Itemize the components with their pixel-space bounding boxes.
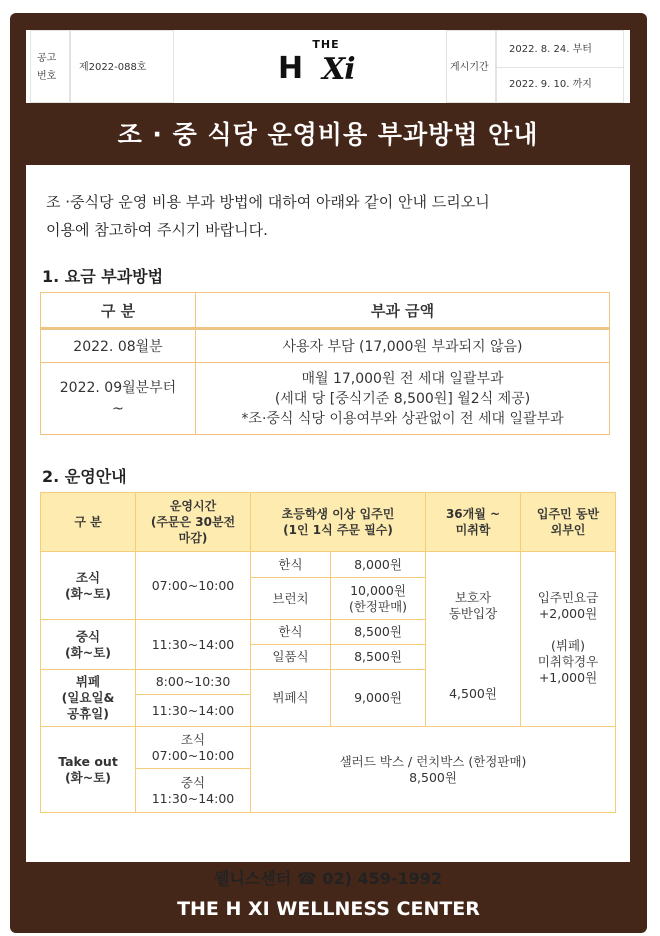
- buffet-label: 뷔페: [75, 674, 101, 689]
- logo-xi: Xi: [322, 52, 355, 87]
- fee-row1-amount: 사용자 부담 (17,000원 부과되지 않음): [196, 329, 610, 363]
- buffet-price: 9,000원: [331, 670, 426, 727]
- child-policy: [426, 552, 521, 727]
- posting-period-label-cell: [446, 30, 496, 103]
- the-h-xi-logo: [266, 36, 386, 96]
- contact-label: 웰니스센터: [213, 869, 292, 888]
- buffet-hours-2: 11:30~14:00: [136, 695, 251, 727]
- fee-row1-category: 2022. 08월분: [41, 329, 196, 363]
- takeout-days: (화~토): [64, 769, 112, 785]
- op-header-guest-line-1: 입주민 동반: [536, 507, 600, 521]
- notice-number: 제2022-088호: [79, 62, 147, 73]
- breakfast-korean: 한식: [251, 552, 331, 578]
- guest-policy-line-2: +2,000원: [538, 606, 598, 621]
- lunch-category: [41, 620, 136, 670]
- op-header-hours: [136, 493, 251, 552]
- takeout-breakfast-label: 조식: [180, 731, 206, 747]
- brunch-note: (한정판매): [348, 598, 408, 614]
- op-header-resident-line-1: 초등학생 이상 입주민: [281, 507, 395, 521]
- takeout-lunch: [136, 769, 251, 813]
- takeout-label: Take out: [58, 753, 118, 769]
- takeout-menu-text: 샐러드 박스 / 런치박스 (한정판매): [339, 753, 527, 769]
- breakfast-label: 조식: [75, 569, 101, 585]
- fee-row2-amount-line-2: (세대 당 [중식기준 8,500원] 월2식 제공): [274, 390, 531, 407]
- lunch-days: (화~토): [64, 644, 112, 660]
- op-header-hours-line-3: 마감): [178, 531, 208, 545]
- child-policy-line-1: 보호자: [454, 590, 492, 605]
- takeout-lunch-label: 중식: [180, 774, 206, 790]
- breakfast-hours: 07:00~10:00: [136, 552, 251, 620]
- section-1-heading: 1. 요금 부과방법: [42, 267, 164, 286]
- posting-period-cell: [496, 30, 624, 103]
- child-policy-line-2: 동반입장: [448, 606, 498, 621]
- guest-policy-line-1: 입주민요금: [537, 590, 599, 605]
- brunch-label: 브런치: [251, 578, 331, 620]
- notice-label-1: 공고: [37, 53, 57, 64]
- takeout-breakfast-hours: 07:00~10:00: [151, 747, 235, 763]
- section-2-heading: 2. 운영안내: [42, 467, 127, 486]
- period-start: 2022. 8. 24. 부터: [509, 44, 592, 55]
- lunch-single-price: 8,500원: [331, 645, 426, 670]
- lunch-single: 일품식: [251, 645, 331, 670]
- intro-line-2: 이용에 참고하여 주시기 바랍니다.: [46, 221, 268, 239]
- op-header-resident-line-2: (1인 1식 주문 필수): [283, 523, 393, 537]
- fee-row2-amount-line-3: *조·중식 식당 이용여부와 상관없이 전 세대 일괄부과: [241, 410, 564, 427]
- intro-text: [46, 188, 490, 244]
- op-header-child-line-1: 36개월 ~: [445, 507, 501, 521]
- guest-policy: [521, 552, 616, 727]
- footer-brand: THE H XI WELLNESS CENTER: [177, 898, 480, 920]
- page-title: 조 · 중 식당 운영비용 부과방법 안내: [117, 120, 539, 149]
- fee-row2-category-line-1: 2022. 09월분부터: [59, 379, 177, 396]
- notice-label-2: 번호: [37, 71, 57, 82]
- fee-header-category: 구 분: [41, 293, 196, 329]
- buffet-days-2: 공휴일): [67, 706, 109, 721]
- takeout-price: 8,500원: [409, 769, 457, 785]
- lunch-label: 중식: [75, 628, 101, 644]
- notice-header: [26, 30, 630, 103]
- intro-line-1: 조 ·중식당 운영 비용 부과 방법에 대하여 아래와 같이 안내 드리오니: [46, 193, 490, 211]
- posting-period-label: 게시기간: [450, 62, 489, 73]
- op-header-child: [426, 493, 521, 552]
- logo-h: H: [278, 51, 304, 86]
- op-header-hours-line-2: (주문은 30분전: [150, 515, 236, 529]
- notice-number-label-cell: [30, 30, 70, 103]
- op-header-resident: [251, 493, 426, 552]
- operation-table: [40, 492, 616, 813]
- op-header-category: 구 분: [41, 493, 136, 552]
- fee-row2-category: [41, 363, 196, 435]
- breakfast-korean-price: 8,000원: [331, 552, 426, 578]
- takeout-category: [41, 727, 136, 813]
- buffet-meal: 뷔페식: [251, 670, 331, 727]
- poster-content: [26, 30, 630, 888]
- breakfast-category: [41, 552, 136, 620]
- buffet-days-1: (일요일&: [61, 690, 115, 705]
- buffet-hours-1: 8:00~10:30: [136, 670, 251, 695]
- lunch-hours: 11:30~14:00: [136, 620, 251, 670]
- buffet-category: [41, 670, 136, 727]
- guest-policy-line-3: (뷔페): [551, 638, 585, 653]
- logo-the: THE: [312, 38, 340, 51]
- title-band: [26, 103, 630, 165]
- guest-policy-line-4: 미취학경우: [537, 654, 599, 669]
- takeout-lunch-hours: 11:30~14:00: [151, 790, 235, 806]
- op-header-guest: [521, 493, 616, 552]
- fee-table: [40, 292, 610, 435]
- op-header-hours-line-1: 운영시간: [169, 499, 217, 513]
- contact-line: [26, 866, 630, 889]
- fee-row2-amount-line-1: 매월 17,000원 전 세대 일괄부과: [301, 370, 504, 387]
- notice-number-cell: [70, 30, 174, 103]
- fee-row2-category-line-2: ~: [112, 400, 124, 417]
- takeout-breakfast: [136, 727, 251, 769]
- fee-header-amount: 부과 금액: [196, 293, 610, 329]
- fee-row2-amount: [196, 363, 610, 435]
- breakfast-days: (화~토): [64, 585, 112, 601]
- brunch-price: 10,000원: [350, 582, 406, 598]
- guest-policy-line-5: +1,000원: [538, 670, 598, 685]
- op-header-guest-line-2: 외부인: [550, 523, 586, 537]
- takeout-menu: [251, 727, 616, 813]
- phone-icon: ☎: [296, 869, 317, 888]
- brunch-price-cell: [331, 578, 426, 620]
- period-end: 2022. 9. 10. 까지: [509, 79, 592, 90]
- contact-phone[interactable]: 02) 459-1992: [322, 869, 443, 888]
- op-header-child-line-2: 미취학: [455, 523, 491, 537]
- lunch-korean-price: 8,500원: [331, 620, 426, 645]
- child-price: 4,500원: [449, 686, 497, 701]
- lunch-korean: 한식: [251, 620, 331, 645]
